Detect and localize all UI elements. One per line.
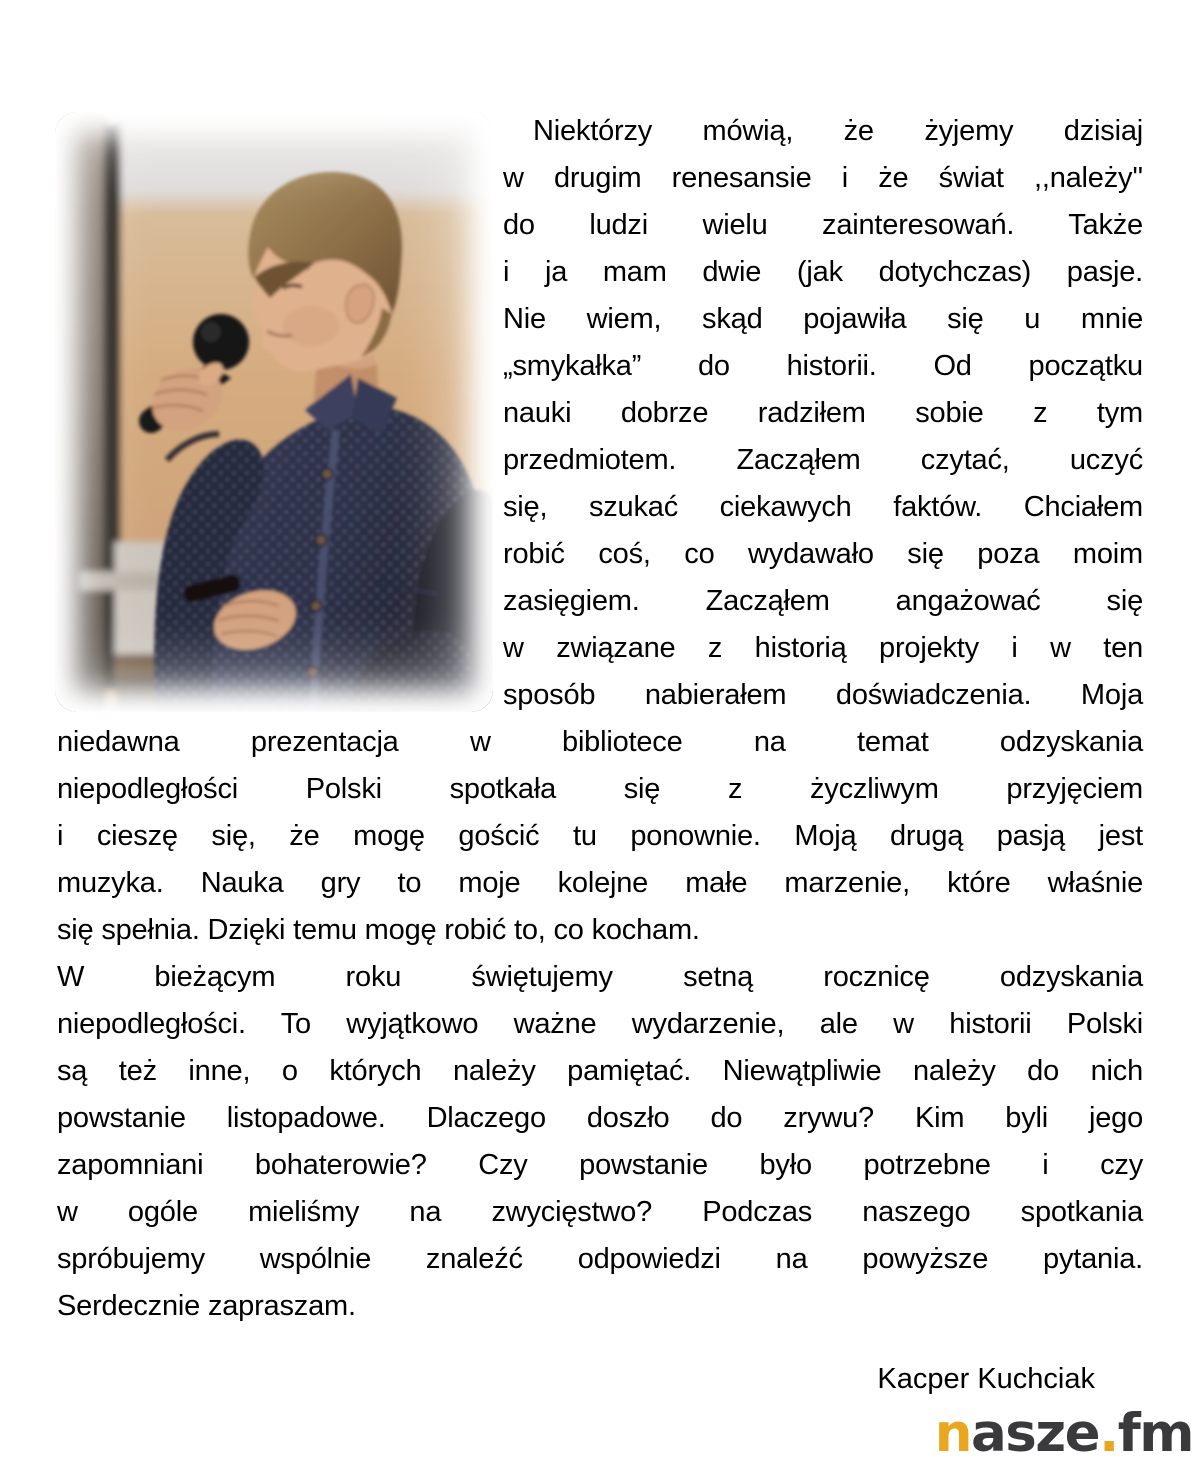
presenter-photo-illustration xyxy=(55,112,493,712)
presenter-photo xyxy=(55,112,493,712)
paragraph-2 xyxy=(57,954,1143,1330)
text-line: w drugim renesansie i że świat ,,należy'' xyxy=(503,162,1143,194)
text-line: powstanie listopadowe. Dlaczego doszło do zrywu? Kim byli jego xyxy=(57,1102,1143,1134)
logo-text-fm: fm xyxy=(1117,1403,1193,1464)
text-line: zasięgiem. Zacząłem angażować się xyxy=(503,585,1143,617)
text-line: nauki dobrze radziłem sobie z tym xyxy=(503,397,1143,429)
text-line: i cieszę się, że mogę gościć tu ponownie. Moją drugą pasją jest xyxy=(57,820,1143,852)
text-line: są też inne, o których należy pamiętać. Niewątpliwie należy do nich xyxy=(57,1055,1143,1087)
text-line: w ogóle mieliśmy na zwycięstwo? Podczas naszego spotkania xyxy=(57,1196,1143,1228)
text-line: w związane z historią projekty i w ten xyxy=(503,632,1143,664)
text-line: Serdecznie zapraszam. xyxy=(57,1290,356,1322)
nasze-fm-logo xyxy=(934,1403,1193,1464)
logo-dot: . xyxy=(1099,1403,1118,1464)
text-line: do ludzi wielu zainteresowań. Także xyxy=(503,209,1143,241)
text-line: robić coś, co wydawało się poza moim xyxy=(503,538,1143,570)
logo-letter-n: n xyxy=(934,1403,971,1464)
text-line: się spełnia. Dzięki temu mogę robić to, co kocham. xyxy=(57,914,700,946)
text-line: niepodległości. To wyjątkowo ważne wydarzenie, ale w historii Polski xyxy=(57,1008,1143,1040)
text-line: przedmiotem. Zacząłem czytać, uczyć xyxy=(503,444,1143,476)
text-line: spróbujemy wspólnie znaleźć odpowiedzi na powyższe pytania. xyxy=(57,1243,1143,1275)
text-line: Niektórzy mówią, że żyjemy dzisiaj xyxy=(533,115,1143,147)
document-content xyxy=(57,108,1143,1403)
text-line: sposób nabierałem doświadczenia. Moja xyxy=(503,679,1143,711)
text-line: i ja mam dwie (jak dotychczas) pasje. xyxy=(503,256,1143,288)
text-line: W bieżącym roku świętujemy setną rocznicę odzyskania xyxy=(57,961,1143,993)
text-line: muzyka. Nauka gry to moje kolejne małe marzenie, które właśnie xyxy=(57,867,1143,899)
text-line: Nie wiem, skąd pojawiła się u mnie xyxy=(503,303,1143,335)
text-line: „smykałka” do historii. Od początku xyxy=(503,350,1143,382)
text-line: niepodległości Polski spotkała się z życzliwym przyjęciem xyxy=(57,773,1143,805)
text-line: niedawna prezentacja w bibliotece na temat odzyskania xyxy=(57,726,1143,758)
text-line: się, szukać ciekawych faktów. Chciałem xyxy=(503,491,1143,523)
signature-author: Kacper Kuchciak xyxy=(877,1363,1095,1395)
logo-text-asze: asze xyxy=(970,1403,1100,1464)
text-line: zapomniani bohaterowie? Czy powstanie było potrzebne i czy xyxy=(57,1149,1143,1181)
